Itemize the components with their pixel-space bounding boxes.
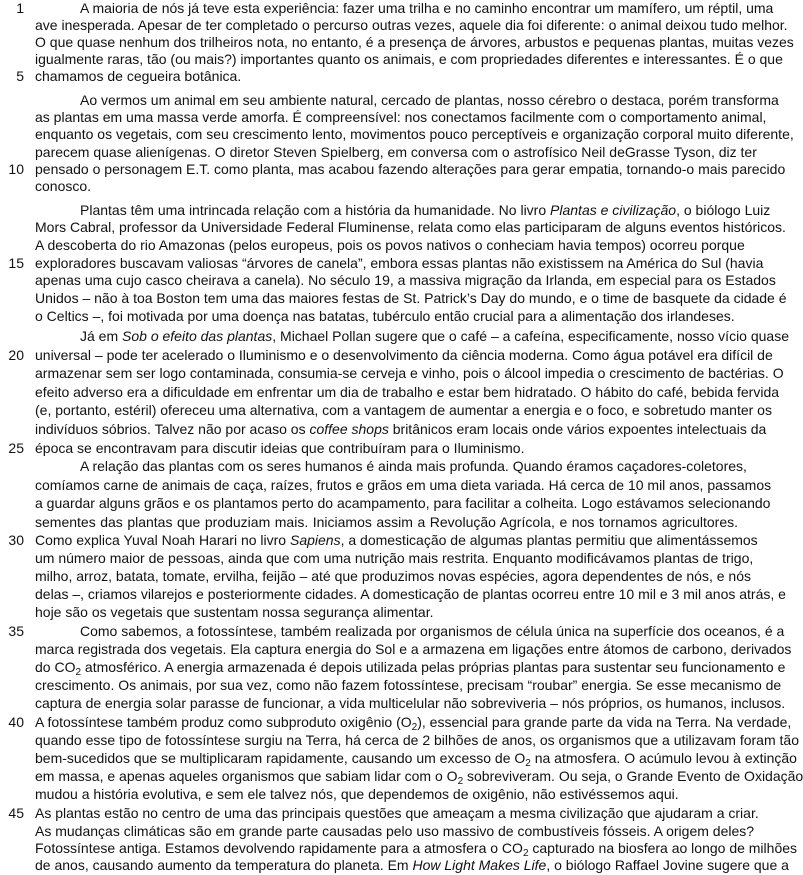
text-line: as plantas em uma massa verde amorfa. É compreensível: nos conectamos facilmente com o comportamento animal, [35,109,767,125]
text-line: época se encontravam para discutir ideias que contribuíram para o Iluminismo. [35,440,525,456]
text-line: hoje são os vegetais que sustentam nossa segurança alimentar. [35,604,434,620]
text-line: igualmente raras, tão (ou mais?) importantes quanto os animais, e com propriedades diferentes e interessantes. É o que [35,51,783,67]
text-line: marca registrada dos vegetais. Ela captura energia do Sol e a armazena em ligações entre átomos de carbono, derivados [35,641,792,657]
text-line: armazenar sem ser logo contaminada, consumia-se cerveja e vinho, pois o álcool impedia o crescimento de bactérias. O [35,365,784,381]
text-line: As mudanças climáticas são em grande parte causadas pelo uso massivo de combustíveis fósseis. A origem deles? [35,823,755,839]
text-line: Já em Sob o efeito das plantas, Michael Pollan sugere que o café – a cafeína, especificamente, nosso vício quase [80,328,790,344]
text-line: (e, portanto, estéril) ofereceu uma alternativa, com a vantagem de aumentar a energia e o foco, e sobretudo manter os [35,402,772,418]
line-number: 45 [8,805,24,821]
text-line: Unidos – não à toa Boston tem uma das maiores festas de St. Patrick’s Day do mundo, e o time de basquete da cidade é [35,290,787,306]
line-number: 5 [16,68,24,84]
text-line: enquanto os vegetais, com seu crescimento lento, movimentos pouco perceptíveis e organização corporal muito diferente, [35,126,794,142]
text-line: sementes das plantas que produziam mais. Iniciamos assim a Revolução Agrícola, e nos tornamos agricultores. [35,514,738,530]
text-line: do $CO_2$ atmosférico. A energia armazenada é depois utilizada pelas próprias plantas para sustentar seu funcionamento e [35,659,786,678]
text-line: ave inesperada. Apesar de ter completado o percurso outras vezes, aquele dia foi diferente: o animal deixou tudo melhor. [35,17,788,33]
text-line: pensado o personagem E.T. como planta, mas acabou fazendo alterações para gerar empatia, tornando-o mais parecido [35,161,786,177]
text-line: milho, arroz, batata, tomate, ervilha, feijão – até que produzimos novas espécies, agora dependentes de nós, e nós [35,568,751,584]
text-line: As plantas estão no centro de uma das principais questões que ameaçam a mesma civilização que ajudaram a criar. [35,805,759,821]
text-line: bem-sucedidos que se multiplicaram rapidamente, causando um excesso de $O_2$ na atmosfera. O acúmulo levou à extinção [35,750,797,769]
text-line: Plantas têm uma intrincada relação com a história da humanidade. No livro Plantas e civilização, o biólogo Luiz [80,202,771,218]
text-line: O que quase nenhum dos trilheiros nota, no entanto, é a presença de árvores, arbustos e pequenas plantas, muitas vezes [35,34,794,50]
text-line: mudou a história evolutiva, e sem ele talvez nós, que dependemos de oxigênio, não estivéssemos aqui. [35,786,679,802]
line-number: 10 [8,161,24,177]
text-line: exploradores buscavam valiosas “árvores de canela”, embora essas plantas não existissem na América do Sul (havia [35,255,764,271]
text-line: comíamos carne de animais de caça, raízes, frutos e grãos em uma dieta variada. Há cerca de 10 mil anos, passamos [35,477,772,493]
text-line: delas –, criamos vilarejos e posteriormente cidades. A domesticação de plantas ocorreu entre 10 mil e 3 mil anos atrás, e [35,586,786,602]
text-line: Ao vermos um animal em seu ambiente natural, cercado de plantas, nosso cérebro o destaca, porém transforma [80,92,779,108]
text-line: A maioria de nós já teve esta experiência: fazer uma trilha e no caminho encontrar um mamífero, um réptil, uma [80,0,774,16]
text-line: A descoberta do rio Amazonas (pelos europeus, pois os povos nativos o conheciam havia tempos) ocorreu porque [35,237,745,253]
text-line: de anos, causando aumento da temperatura do planeta. Em How Light Makes Life, o biólogo Raffael Jovine sugere que a [35,857,789,873]
text-line: indivíduos sóbrios. Talvez não por acaso os coffee shops britânicos eram locais onde vários expoentes intelectuais da [35,421,767,437]
line-number: 1 [16,0,24,16]
text-line: conosco. [35,178,92,194]
line-number: 20 [8,347,24,363]
text-line: universal – pode ter acelerado o Iluminismo e o desenvolvimento da ciência moderna. Como água potável era difícil de [35,347,773,363]
text-line: um número maior de pessoas, ainda que com uma nutrição mais restrita. Enquanto modificávamos plantas de trigo, [35,550,754,566]
text-line: captura de energia solar parasse de funcionar, a vida multicelular não sobreviveria – nós próprios, os humanos, inclusos. [35,695,786,711]
text-line: Fotossíntese antiga. Estamos devolvendo rapidamente para a atmosfera o $CO_2$ capturado na biosfera ao longo de milhões [35,840,798,859]
line-number: 30 [8,532,24,548]
text-line: apenas uma cujo casco cheirava a canela). No século 19, a massiva migração da Irlanda, em especial para os Estados [35,272,776,288]
line-number: 40 [8,714,24,730]
text-line: parecem quase alienígenas. O diretor Steven Spielberg, em conversa com o astrofísico Neil deGrasse Tyson, diz ter [35,144,757,160]
text-line: Mors Cabral, professor da Universidade Federal Fluminense, relata como elas participaram de alguns eventos históricos. [35,219,786,235]
text-line: Como explica Yuval Noah Harari no livro Sapiens, a domesticação de algumas plantas permitiu que alimentássemos [35,532,758,548]
text-line: A fotossíntese também produz como subproduto oxigênio $(O_2)$, essencial para grande parte da vida na Terra. Na verdade, [35,714,792,733]
line-number: 15 [8,255,24,271]
text-line: Como sabemos, a fotossíntese, também realizada por organismos de célula única na superfície dos oceanos, é a [80,623,785,639]
text-line: chamamos de cegueira botânica. [35,68,242,84]
text-line: A relação das plantas com os seres humanos é ainda mais profunda. Quando éramos caçadores-coletores, [80,458,747,474]
text-line: quando esse tipo de fotossíntese surgiu na Terra, há cerca de 2 bilhões de anos, os organismos que a utilizavam foram tão [35,732,799,748]
text-line: efeito adverso era a dificuldade em enfrentar um dia de trabalho e estar bem hidratado. O hábito do café, bebida fervida [35,384,780,400]
line-number: 35 [8,623,24,639]
text-line: o Celtics –, foi motivada por uma doença nas batatas, tubérculo então crucial para a alimentação dos irlandeses. [35,308,735,324]
text-line: crescimento. Os animais, por sua vez, como não fazem fotossíntese, precisam “roubar” energia. Se esse mecanismo de [35,677,782,693]
text-line: a guardar alguns grãos e os plantamos perto do acampamento, para facilitar a colheita. Logo estávamos selecionando [35,495,771,511]
text-line: em massa, e apenas aqueles organismos que sabiam lidar com o $O_2$ sobreviveram. Ou seja, o Grande Evento de Oxidação [35,768,803,787]
line-number: 25 [8,440,24,456]
